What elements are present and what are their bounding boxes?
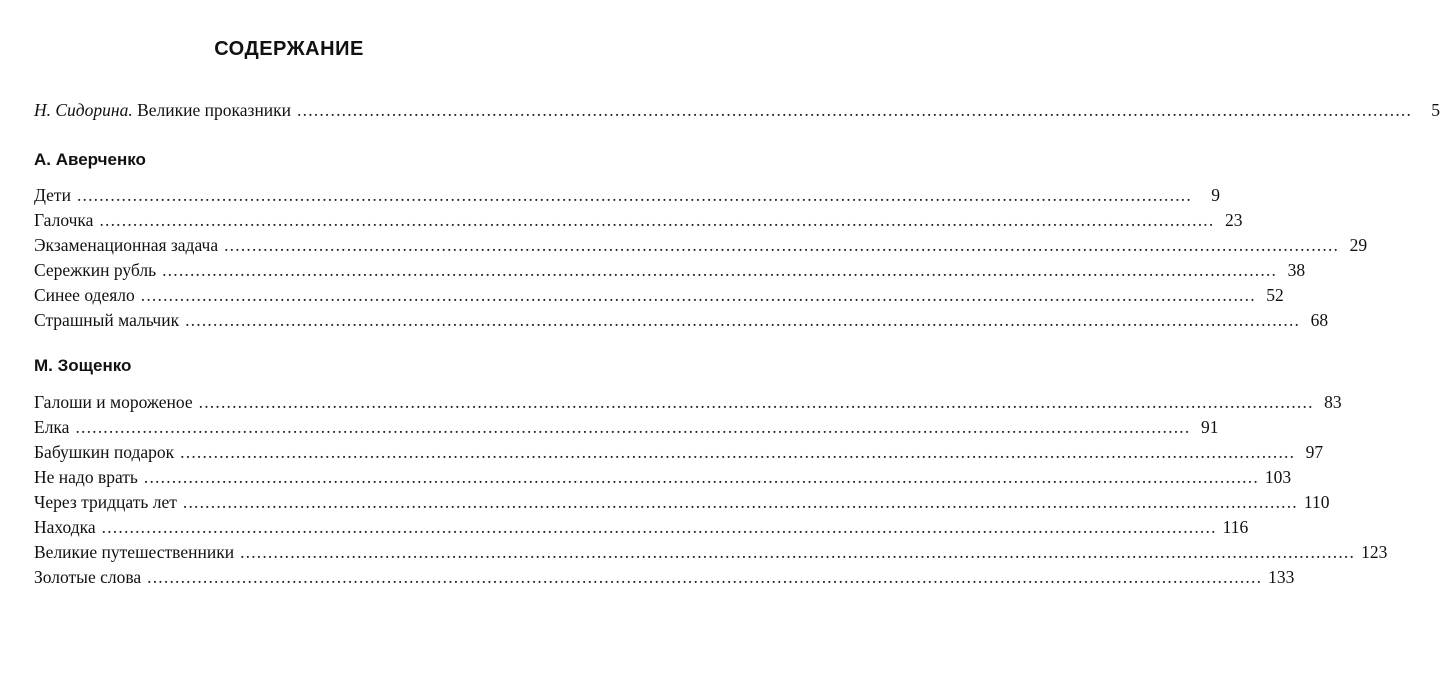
- toc-entry-title: Сережкин рубль: [34, 260, 157, 280]
- toc-entry-page: 103: [1264, 467, 1292, 487]
- toc-entry[interactable]: [34, 466, 1292, 488]
- toc-entry[interactable]: [34, 416, 1219, 438]
- toc-entry[interactable]: [34, 184, 1220, 206]
- toc-entry-page: 52: [1266, 285, 1284, 305]
- toc-entry-page: 110: [1303, 492, 1330, 512]
- page-title: СОДЕРЖАНИЕ: [214, 38, 364, 60]
- toc-entry-title: Не надо врать: [34, 467, 138, 487]
- toc-entry[interactable]: [34, 309, 1329, 331]
- toc-entry-intro[interactable]: [34, 99, 1440, 121]
- toc-entry-title: Дети: [34, 185, 71, 205]
- toc-entry[interactable]: [34, 441, 1324, 463]
- toc-entry-page: 9: [1211, 185, 1220, 205]
- toc-entry-title: Синее одеяло: [34, 285, 135, 305]
- toc-entry-title: Бабушкин подарок: [34, 442, 175, 462]
- toc-entry-title: Золотые слова: [34, 567, 142, 587]
- section-heading-zoshchenko: М. Зощенко: [34, 356, 132, 375]
- leader-dots: ........................................................................................................................................................................................................: [76, 185, 1192, 205]
- toc-entry-page: 83: [1324, 392, 1342, 412]
- leader-dots: ........................................................................................................................................................................................................: [162, 260, 1278, 280]
- toc-entry[interactable]: [34, 391, 1342, 413]
- leader-dots: ........................................................................................................................................................................................................: [297, 100, 1413, 120]
- toc-entry[interactable]: [34, 541, 1388, 563]
- toc-entry-title: Великие путешественники: [34, 542, 235, 562]
- toc-entry[interactable]: [34, 284, 1284, 306]
- toc-entry-page: 29: [1349, 235, 1368, 255]
- section-heading-averchenko: А. Аверченко: [34, 150, 146, 169]
- toc-entry[interactable]: [34, 516, 1249, 538]
- toc-entry-title: Галоши и мороженое: [34, 392, 193, 412]
- toc-entry-page: 38: [1287, 260, 1306, 280]
- toc-entry-title: Страшный мальчик: [34, 310, 180, 330]
- leader-dots: ........................................................................................................................................................................................................: [224, 235, 1340, 255]
- toc-entry-page: 5: [1431, 100, 1440, 120]
- toc-entry-page: 123: [1361, 542, 1388, 562]
- leader-dots: ........................................................................................................................................................................................................: [143, 467, 1259, 487]
- toc-entry-page: 91: [1200, 417, 1219, 437]
- leader-dots: ........................................................................................................................................................................................................: [99, 210, 1215, 230]
- toc-entry-page: 116: [1222, 517, 1249, 537]
- toc-entry[interactable]: [34, 566, 1295, 588]
- toc-entry-title: Галочка: [34, 210, 94, 230]
- leader-dots: ........................................................................................................................................................................................................: [198, 392, 1314, 412]
- toc-entry-title: Экзаменационная задача: [34, 235, 219, 255]
- toc-entry-page: 97: [1305, 442, 1324, 462]
- leader-dots: ........................................................................................................................................................................................................: [240, 542, 1356, 562]
- toc-entry-title: Находка: [34, 517, 96, 537]
- leader-dots: ........................................................................................................................................................................................................: [147, 567, 1263, 587]
- toc-entry-title: Елка: [34, 417, 70, 437]
- toc-entry[interactable]: [34, 209, 1243, 231]
- toc-entry[interactable]: [34, 491, 1330, 513]
- toc-entry[interactable]: [34, 234, 1368, 256]
- toc-entry-label: [34, 99, 291, 121]
- leader-dots: ........................................................................................................................................................................................................: [140, 285, 1256, 305]
- toc-entry-page: 68: [1310, 310, 1329, 330]
- toc-entry-title: Через тридцать лет: [34, 492, 177, 512]
- leader-dots: ........................................................................................................................................................................................................: [185, 310, 1301, 330]
- toc-entry-page: 23: [1224, 210, 1243, 230]
- leader-dots: ........................................................................................................................................................................................................: [75, 417, 1191, 437]
- toc-entry-title: Великие проказники: [137, 100, 292, 120]
- toc-entry-page: 133: [1268, 567, 1295, 587]
- leader-dots: ........................................................................................................................................................................................................: [180, 442, 1296, 462]
- toc-entry[interactable]: [34, 259, 1306, 281]
- leader-dots: ........................................................................................................................................................................................................: [101, 517, 1217, 537]
- toc-entry-author: Н. Сидорина.: [34, 100, 133, 120]
- leader-dots: ........................................................................................................................................................................................................: [182, 492, 1298, 512]
